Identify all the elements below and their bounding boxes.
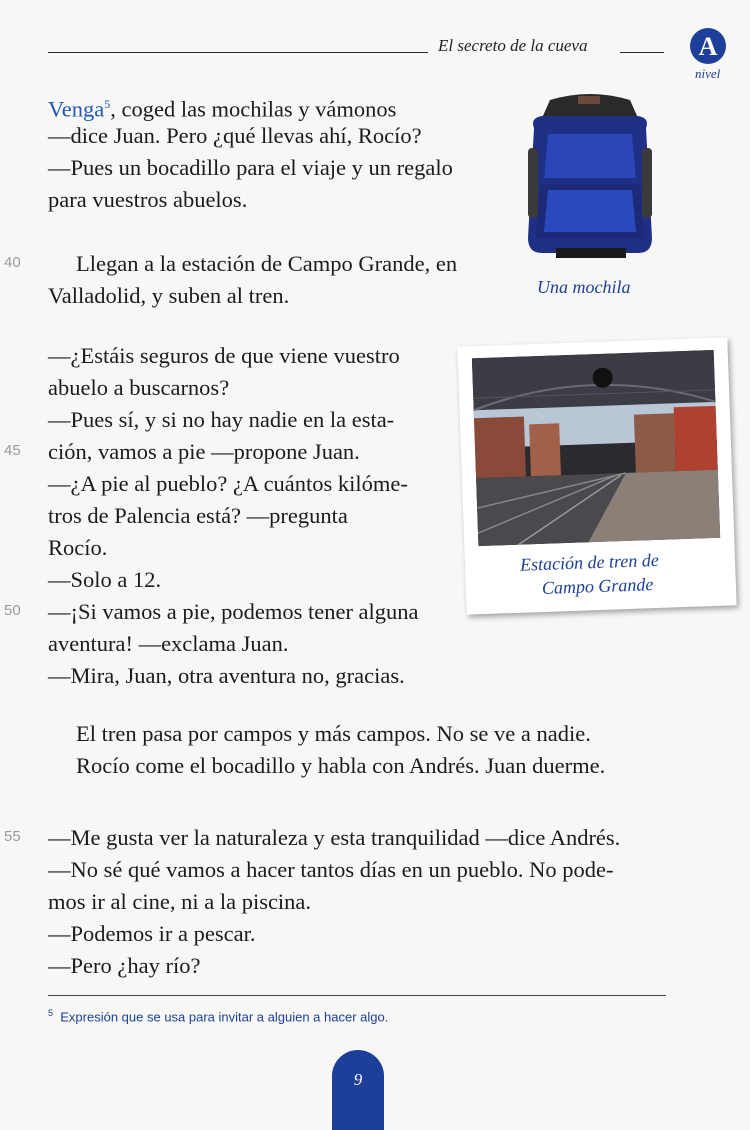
text-line: aventura! —exclama Juan. <box>48 631 289 656</box>
text-line: tros de Palencia está? —pregunta <box>48 503 348 528</box>
page-number: 9 <box>332 1050 384 1130</box>
line-number: 40 <box>4 254 21 271</box>
text-line: para vuestros abuelos. <box>48 187 248 212</box>
text-line: Venga$^5$, coged las mochilas y vámonos <box>48 96 397 122</box>
text-line: —No sé qué vamos a hacer tantos días en un pueblo. No pode- <box>48 857 614 882</box>
text-line: mos ir al cine, ni a la piscina. <box>48 889 312 914</box>
footnote-rule <box>48 995 666 996</box>
backpack-caption: Una mochila <box>537 277 631 297</box>
text-line: Valladolid, y suben al tren. <box>48 283 290 308</box>
text-line: —Me gusta ver la naturaleza y esta tranquilidad —dice Andrés. <box>48 825 621 850</box>
text-line: —¿A pie al pueblo? ¿A cuántos kilóme- <box>48 471 408 496</box>
footnote-ref[interactable]: 5 <box>104 97 111 111</box>
text-line: Llegan a la estación de Campo Grande, en <box>76 251 458 276</box>
footnote-number: 5 <box>48 1008 54 1018</box>
book-title: El secreto de la cueva <box>438 36 588 55</box>
header-rule-right <box>620 52 664 53</box>
station-caption-line1: Estación de tren de <box>519 549 660 575</box>
footnote-text: Expresión que se usa para invitar a alguien a hacer algo. <box>60 1009 389 1025</box>
text-line: —¡Si vamos a pie, podemos tener alguna <box>48 599 419 624</box>
header-rule-left <box>48 52 428 53</box>
station-photo <box>472 350 720 546</box>
text-line: —Pues sí, y si no hay nadie en la esta- <box>48 407 395 432</box>
text-line: —Pues un bocadillo para el viaje y un regalo <box>48 155 453 180</box>
line-number: 45 <box>4 442 21 459</box>
glossary-word[interactable]: Venga <box>48 96 105 122</box>
text-line: abuelo a buscarnos? <box>48 375 230 400</box>
text-line: —Pero ¿hay río? <box>48 953 201 978</box>
level-label: nivel <box>695 66 721 81</box>
text-line: —Podemos ir a pescar. <box>48 921 256 946</box>
text-line: ción, vamos a pie —propone Juan. <box>48 439 360 464</box>
line-number: 50 <box>4 602 21 619</box>
station-photo-card <box>457 337 736 614</box>
text-line: —dice Juan. Pero ¿qué llevas ahí, Rocío? <box>48 123 422 148</box>
level-badge: A <box>690 28 726 64</box>
line-number: 55 <box>4 828 21 845</box>
backpack-image <box>520 88 660 263</box>
text-line: El tren pasa por campos y más campos. No se ve a nadie. <box>76 721 591 746</box>
text-line: —Mira, Juan, otra aventura no, gracias. <box>48 663 405 688</box>
station-caption-line2: Campo Grande <box>541 574 654 598</box>
text-line: Rocío. <box>48 535 108 560</box>
text-line: —¿Estáis seguros de que viene vuestro <box>48 343 400 368</box>
text-line: Rocío come el bocadillo y habla con Andrés. Juan duerme. <box>76 753 606 778</box>
text-line: —Solo a 12. <box>48 567 162 592</box>
footnote <box>48 1008 388 1024</box>
